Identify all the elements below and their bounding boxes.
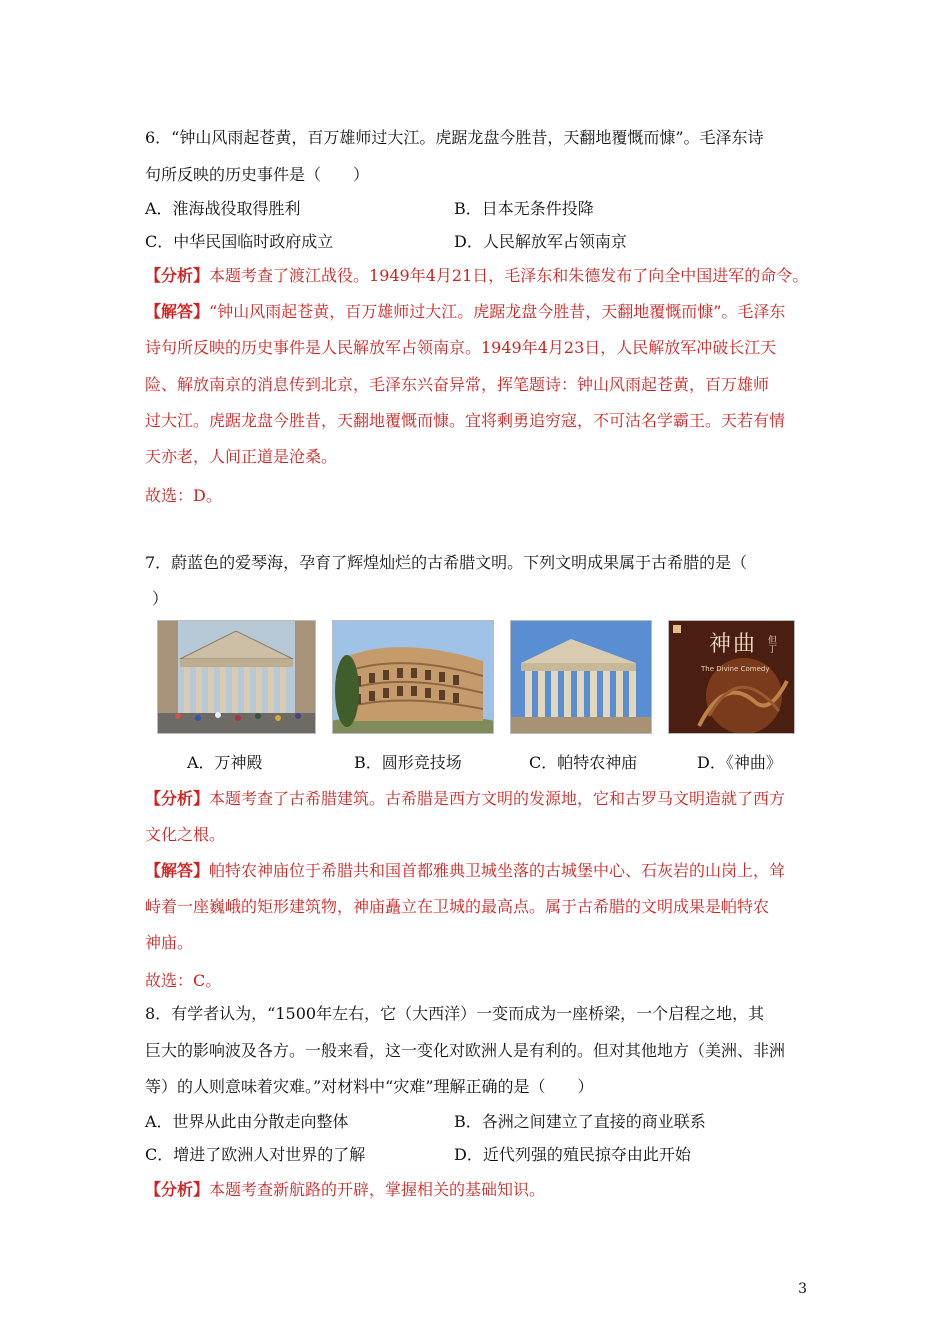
q7-option-c: C．帕特农神庙 bbox=[529, 753, 638, 772]
page-number: 3 bbox=[798, 1281, 807, 1297]
q7-answer-tag: 【解答】 bbox=[145, 861, 210, 880]
q7-answer-line-1 bbox=[145, 861, 785, 881]
q6-answer-line-3: 险、解放南京的消息传到北京，毛泽东兴奋异常，挥笔题诗：钟山风雨起苍黄，百万雄师 bbox=[145, 375, 770, 394]
book-cover-subtitle: The Divine Comedy bbox=[701, 665, 770, 673]
q8-stem-line-1: 8．有学者认为，“1500年左右，它（大西洋）一变而成为一座桥梁，一个启程之地，其 bbox=[145, 1004, 765, 1023]
pantheon-image bbox=[157, 620, 316, 734]
q7-stem-line-1: 7．蔚蓝色的爱琴海，孕育了辉煌灿烂的古希腊文明。下列文明成果属于古希腊的是（ bbox=[145, 553, 748, 572]
q7-analysis-tag: 【分析】 bbox=[145, 789, 210, 808]
q6-option-a: A．淮海战役取得胜利 bbox=[145, 199, 301, 218]
q7-analysis-text-1: 本题考查了古希腊建筑。古希腊是西方文明的发源地，它和古罗马文明造就了西方 bbox=[209, 789, 786, 808]
q6-option-b: B．日本无条件投降 bbox=[454, 199, 594, 218]
q7-analysis-line-2: 文化之根。 bbox=[145, 825, 226, 844]
colosseum-image bbox=[332, 620, 494, 734]
q7-option-b: B．圆形竞技场 bbox=[354, 753, 462, 772]
book-cover-title: 神曲 bbox=[709, 632, 758, 657]
q6-answer-line-4: 过大江。虎踞龙盘今胜昔，天翻地覆慨而慷。宜将剩勇追穷寇，不可沽名学霸王。天若有情 bbox=[145, 411, 786, 430]
q7-option-a: A．万神殿 bbox=[187, 753, 263, 772]
q6-option-d: D．人民解放军占领南京 bbox=[454, 232, 627, 251]
parthenon-image bbox=[510, 620, 652, 734]
q6-analysis-text: 本题考查了渡江战役。1949年4月21日，毛泽东和朱德发布了向全中国进军的命令。 bbox=[209, 266, 809, 285]
q6-stem-line-2: 句所反映的历史事件是（ ） bbox=[145, 165, 370, 184]
q7-stem-line-2: ） bbox=[152, 589, 169, 608]
q6-option-c: C．中华民国临时政府成立 bbox=[145, 232, 334, 251]
q7-answer-text-1: 帕特农神庙位于希腊共和国首都雅典卫城坐落的古城堡中心、石灰岩的山岗上，耸 bbox=[209, 861, 786, 880]
q6-stem-line-1: 6．“钟山风雨起苍黄，百万雄师过大江。虎踞龙盘今胜昔，天翻地覆慨而慷”。毛泽东诗 bbox=[145, 128, 764, 147]
q8-stem-line-3: 等）的人则意味着灾难。”对材料中“灾难”理解正确的是（ ） bbox=[145, 1077, 594, 1096]
q6-analysis-tag: 【分析】 bbox=[145, 266, 210, 285]
q7-answer-line-3: 神庙。 bbox=[145, 933, 194, 952]
q7-analysis-line-1 bbox=[145, 789, 785, 809]
q8-option-a: A．世界从此由分散走向整体 bbox=[145, 1112, 349, 1131]
divine-comedy-image bbox=[668, 620, 795, 734]
q8-option-c: C．增进了欧洲人对世界的了解 bbox=[145, 1145, 366, 1164]
q8-analysis-tag: 【分析】 bbox=[145, 1180, 210, 1199]
q6-answer-line-2: 诗句所反映的历史事件是人民解放军占领南京。1949年4月23日，人民解放军冲破长江天 bbox=[145, 338, 777, 357]
q7-option-d: D．《神曲》 bbox=[697, 753, 782, 772]
q6-answer-line-5: 天亦老，人间正道是沧桑。 bbox=[145, 447, 338, 466]
q6-choice: 故选：D。 bbox=[145, 486, 222, 505]
q6-answer-line-1 bbox=[145, 302, 785, 322]
q8-analysis-text: 本题考查新航路的开辟，掌握相关的基础知识。 bbox=[209, 1180, 546, 1199]
q8-option-d: D．近代列强的殖民掠夺由此开始 bbox=[454, 1145, 691, 1164]
q6-answer-tag: 【解答】 bbox=[145, 302, 210, 321]
book-cover-author: 但丁 bbox=[766, 635, 776, 653]
q8-analysis bbox=[145, 1180, 545, 1200]
q7-answer-line-2: 峙着一座巍峨的矩形建筑物，神庙矗立在卫城的最高点。属于古希腊的文明成果是帕特农 bbox=[145, 897, 770, 916]
q8-option-b: B．各洲之间建立了直接的商业联系 bbox=[454, 1112, 706, 1131]
q8-stem-line-2: 巨大的影响波及各方。一般来看，这一变化对欧洲人是有利的。但对其他地方（美洲、非洲 bbox=[145, 1041, 786, 1060]
q6-analysis bbox=[145, 266, 808, 286]
q7-choice: 故选：C。 bbox=[145, 971, 222, 990]
q6-answer-text-1: “钟山风雨起苍黄，百万雄师过大江。虎踞龙盘今胜昔，天翻地覆慨而慷”。毛泽东 bbox=[209, 302, 786, 321]
